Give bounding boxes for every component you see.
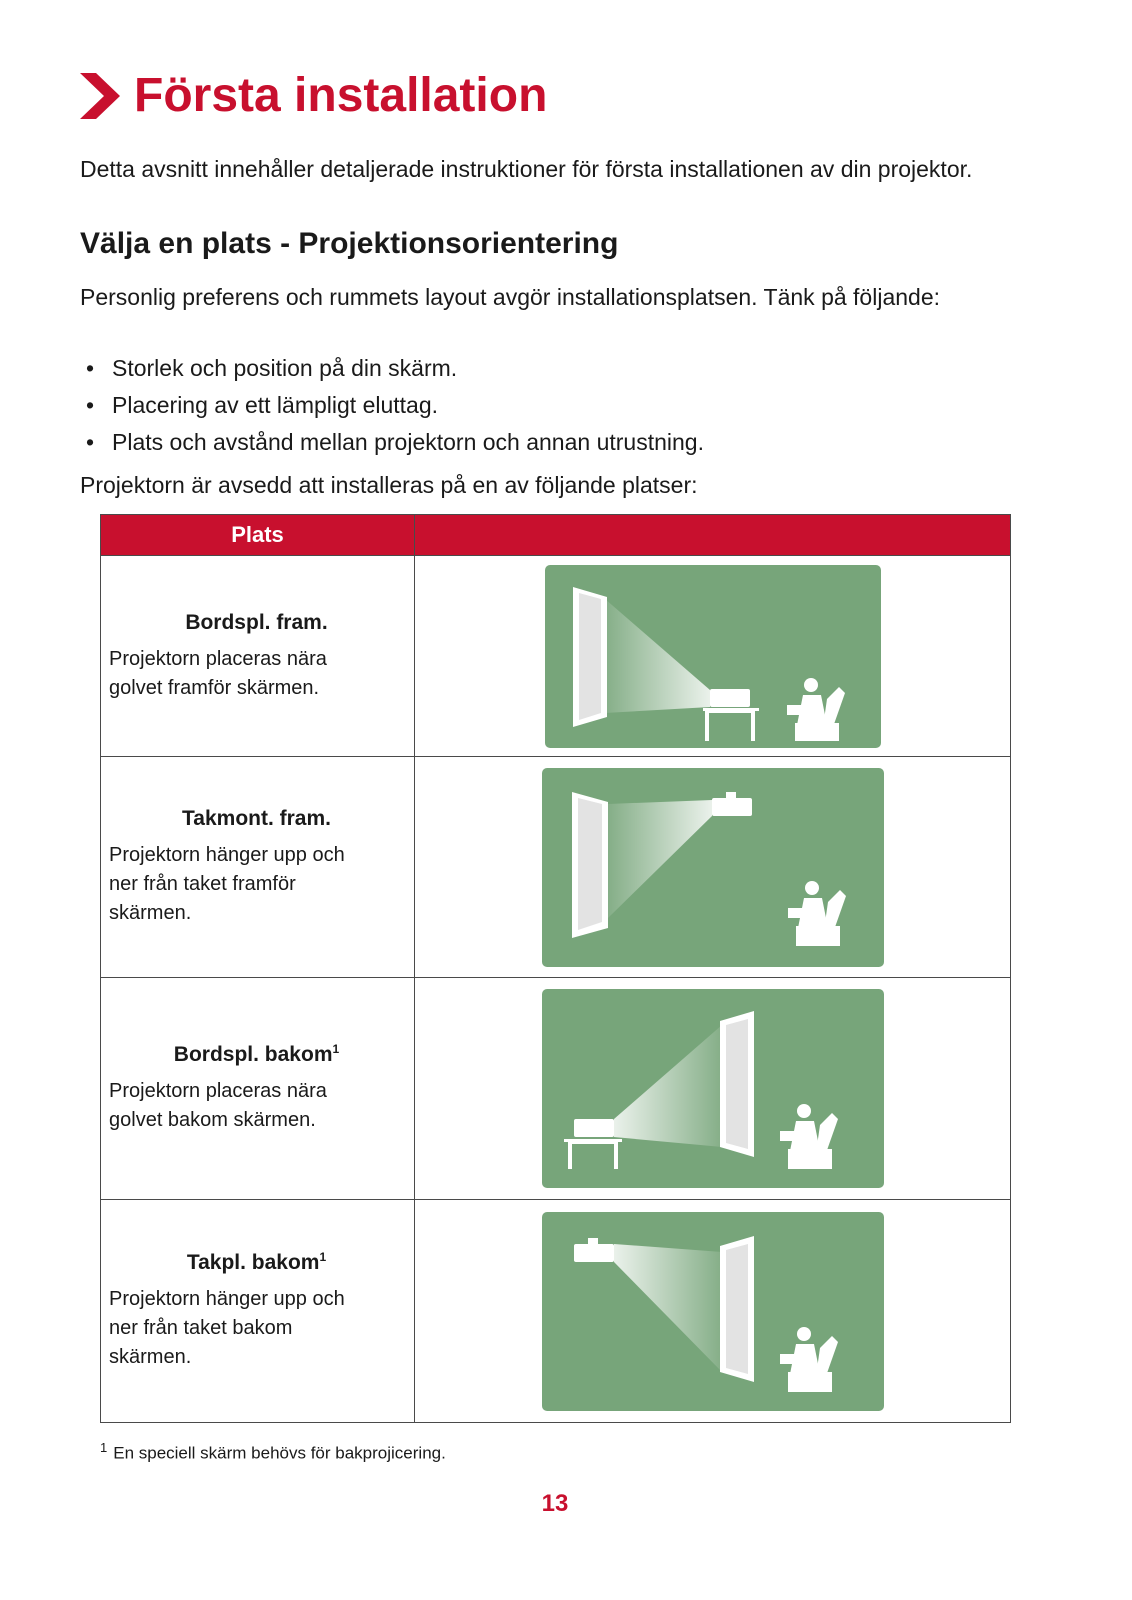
locations-table (100, 514, 1011, 1423)
location-description-cell (101, 556, 415, 757)
location-description: Projektorn hänger upp och ner från taket framför skärmen. (109, 844, 345, 924)
location-illustration-cell (415, 757, 1011, 978)
intro-paragraph: Detta avsnitt innehåller detaljerade instruktioner för första installationen av din projektor. (80, 156, 973, 182)
location-name: Takmont. fram. (182, 807, 331, 830)
page-title (80, 69, 548, 122)
header-illustration (415, 515, 1011, 556)
table-header-row (101, 515, 1011, 556)
location-description: Projektorn placeras nära golvet framför skärmen. (109, 647, 327, 699)
table-row (101, 757, 1011, 978)
location-illustration-cell (415, 1200, 1011, 1423)
chevron-right-icon (80, 73, 120, 119)
rear-table-illustration (542, 989, 884, 1188)
bullet-icon: • (86, 392, 95, 418)
location-description: Projektorn placeras nära golvet bakom skärmen. (109, 1080, 327, 1131)
preference-paragraph: Personlig preferens och rummets layout avgör installationsplatsen. Tänk på följande: (80, 284, 940, 310)
section-heading: Välja en plats - Projektionsorientering (80, 227, 619, 260)
page-title-text: Första installation (134, 69, 548, 122)
list-item: • Placering av ett lämpligt eluttag. (80, 387, 704, 424)
header-plats: Plats (101, 515, 415, 556)
table-row (101, 978, 1011, 1200)
rear-ceiling-illustration (542, 1212, 884, 1411)
bullet-icon: • (86, 355, 95, 381)
list-item: • Storlek och position på din skärm. (80, 350, 704, 387)
list-item: • Plats och avstånd mellan projektorn och annan utrustning. (80, 424, 704, 461)
location-illustration-cell (415, 978, 1011, 1200)
footnote-marker: 1 (100, 1440, 108, 1455)
lead-paragraph: Projektorn är avsedd att installeras på en av följande platser: (80, 472, 698, 498)
footnote-text: En speciell skärm behövs för bakprojicering. (113, 1443, 446, 1463)
bullet-icon: • (86, 429, 95, 455)
front-table-illustration (545, 565, 881, 748)
table-row (101, 556, 1011, 757)
considerations-list (80, 350, 704, 461)
location-description-cell (101, 757, 415, 978)
location-name: Takpl. bakom$^1$ (186, 1250, 327, 1274)
location-description-cell (101, 1200, 415, 1423)
front-ceiling-illustration (542, 768, 884, 967)
location-name: Bordspl. bakom$^1$ (173, 1042, 340, 1066)
table-row (101, 1200, 1011, 1423)
location-illustration-cell (415, 556, 1011, 757)
page-number: 13 (541, 1490, 569, 1517)
footnote (100, 1440, 446, 1464)
location-description: Projektorn hänger upp och ner från taket bakom skärmen. (109, 1288, 345, 1368)
location-description-cell (101, 978, 415, 1200)
location-name: Bordspl. fram. (185, 610, 328, 634)
